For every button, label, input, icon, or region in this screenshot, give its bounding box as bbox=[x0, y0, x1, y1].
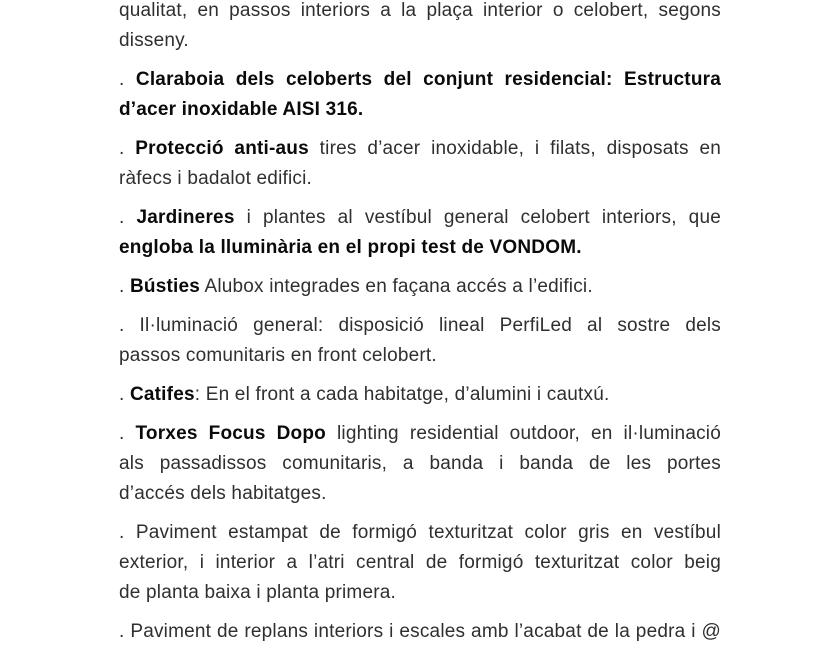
paragraph bbox=[119, 380, 721, 410]
paragraph bbox=[119, 518, 721, 608]
text-run: qualitat, en passos interiors a la plaça interior o celobert, segons bbox=[119, 0, 721, 21]
text-run: . bbox=[119, 69, 136, 90]
text-run: de planta baixa i planta primera. bbox=[119, 582, 396, 603]
text-line bbox=[119, 449, 721, 479]
text-run: d’accés dels habitatges. bbox=[119, 483, 327, 504]
text-run: exterior, i interior a l’atri central de formigó texturitzat color beig bbox=[119, 552, 721, 573]
text-line bbox=[119, 311, 721, 341]
bold-text-run: Protecció anti-aus bbox=[135, 138, 309, 159]
text-line bbox=[119, 65, 721, 95]
text-run: . Paviment estampat de formigó texturitzat color gris en vestíbul bbox=[119, 522, 721, 543]
text-line bbox=[119, 380, 721, 410]
bold-text-run: d’acer inoxidable AISI 316. bbox=[119, 99, 364, 120]
text-line bbox=[119, 578, 721, 608]
bold-text-run: engloba la lluminària en el propi test de VONDOM. bbox=[119, 237, 582, 258]
text-line bbox=[119, 341, 721, 371]
paragraph bbox=[119, 65, 721, 125]
text-line bbox=[119, 26, 721, 56]
text-run: . Il·luminació general: disposició lineal PerfiLed al sostre dels bbox=[119, 315, 721, 336]
paragraph bbox=[119, 203, 721, 263]
text-line bbox=[119, 479, 721, 509]
text-line bbox=[119, 95, 721, 125]
text-run: lighting residential outdoor, en il·luminació bbox=[325, 423, 721, 444]
text-run: passos comunitaris en front celobert. bbox=[119, 345, 437, 366]
paragraph bbox=[119, 617, 721, 647]
text-line bbox=[119, 548, 721, 578]
bold-text-run: Catifes bbox=[129, 384, 195, 405]
text-line bbox=[119, 518, 721, 548]
text-line bbox=[119, 272, 721, 302]
text-run: . Paviment de replans interiors i escales amb l’acabat de la pedra i @ bbox=[119, 621, 721, 642]
text-line bbox=[119, 203, 721, 233]
text-line bbox=[119, 617, 721, 647]
text-line bbox=[119, 164, 721, 194]
bold-text-run: Jardineres bbox=[136, 207, 235, 228]
text-run: . bbox=[119, 138, 136, 159]
bold-text-run: Bústies bbox=[129, 276, 201, 297]
text-run: . bbox=[119, 423, 136, 444]
text-run: . bbox=[119, 384, 130, 405]
text-run: tires d’acer inoxidable, i filats, disposats en bbox=[308, 138, 721, 159]
paragraph bbox=[119, 419, 721, 509]
text-run: disseny. bbox=[119, 30, 189, 51]
text-run: i plantes al vestíbul general celobert interiors, que bbox=[234, 207, 721, 228]
text-line bbox=[119, 134, 721, 164]
text-run: Alubox integrades en façana accés a l’edifici. bbox=[200, 276, 593, 297]
paragraph bbox=[119, 134, 721, 194]
text-line bbox=[119, 419, 721, 449]
text-run: . bbox=[119, 207, 137, 228]
text-run: ràfecs i badalot edifici. bbox=[119, 168, 312, 189]
text-run: als passadissos comunitaris, a banda i banda de les portes bbox=[119, 453, 721, 474]
bold-text-run: Torxes Focus Dopo bbox=[135, 423, 326, 444]
paragraph bbox=[119, 272, 721, 302]
text-run: . bbox=[119, 276, 130, 297]
paragraph bbox=[119, 311, 721, 371]
paragraph bbox=[119, 0, 721, 56]
text-run: : En el front a cada habitatge, d’alumini i cautxú. bbox=[194, 384, 610, 405]
text-line bbox=[119, 233, 721, 263]
text-line bbox=[119, 0, 721, 26]
bold-text-run: Claraboia dels celoberts del conjunt residencial: Estructura bbox=[135, 69, 721, 90]
document-text-column bbox=[119, 0, 721, 656]
